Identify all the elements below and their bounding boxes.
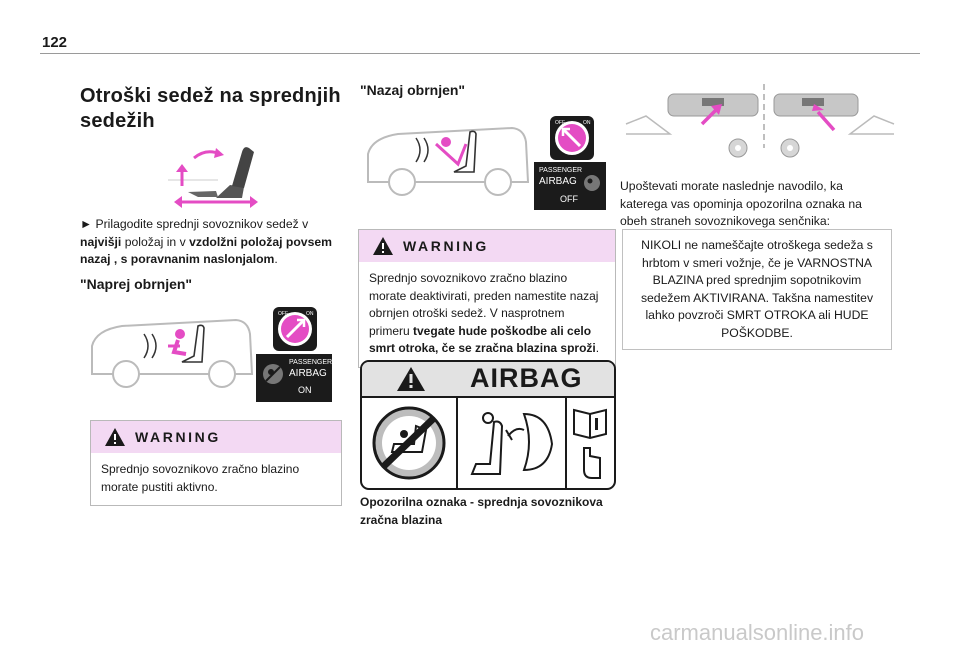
svg-text:ON: ON — [583, 120, 591, 126]
sticker-caption: Opozorilna oznaka - sprednja sovoznikova zračna blazina — [360, 495, 603, 527]
sticker-title: AIRBAG — [470, 363, 583, 393]
svg-text:ON: ON — [306, 311, 314, 317]
airbag-switch-off-icon — [550, 116, 594, 160]
warning-box-rear — [358, 229, 616, 368]
warning-triangle-icon — [104, 427, 126, 447]
sticker-header — [362, 362, 614, 398]
never-rear-facing-notice: NIKOLI ne nameščajte otroškega sedeža s hrbtom v smeri vožnje, če je VARNOSTNA BLAZINA pred sprednjim sopotnikovim sedežem AKTIVIRANA. Takšna namestitev lahko povzroči SMRT OTROKA ali HUDE POŠKODBE. — [622, 229, 892, 350]
svg-text:OFF: OFF — [555, 120, 565, 126]
sun-visor-label-illustration — [626, 76, 894, 168]
warning-triangle-icon — [396, 366, 426, 392]
airbag-indicator-icon — [261, 362, 285, 386]
warning-triangle-icon — [372, 236, 394, 256]
warning-box-forward — [90, 420, 342, 506]
arrow-right-icon: ► — [80, 217, 93, 231]
footer-watermark: carmanualsonline.info — [650, 620, 865, 645]
airbag-switch-on-icon — [273, 307, 317, 351]
car-rear-facing-illustration — [362, 120, 530, 198]
warning-header — [359, 230, 615, 262]
rear-facing-heading: "Nazaj obrnjen" — [360, 82, 466, 98]
warning-header — [91, 421, 341, 453]
passenger-airbag-off-label: PASSENGER AIRBAG OFF — [534, 162, 606, 210]
visor-intro-text: Upoštevati morate naslednje navodilo, ka katerega vas opominja opozorilna oznaka na obeh straneh sovoznikovega senčnika: — [620, 179, 862, 228]
warning-title: WARNING — [135, 429, 221, 445]
car-forward-illustration — [86, 312, 254, 390]
airbag-indicator-icon — [582, 173, 602, 193]
warning-text: Sprednjo sovoznikovo zračno blazino morate deaktivirati, preden namestite nazaj obrnjen otroški sedež. V nasprotnem primeru tvegate hude poškodbe ali celo smrt otroka, če se zračna blazina sproži. — [369, 271, 600, 355]
read-manual-icon — [572, 404, 608, 484]
airbag-warning-sticker — [360, 360, 616, 490]
warning-text: Sprednjo sovoznikovo zračno blazino morate pustiti aktivno. — [101, 462, 300, 494]
svg-text:OFF: OFF — [278, 311, 288, 317]
section-title: Otroški sedež na sprednjih sedežih — [80, 85, 341, 132]
airbag-deploy-icon — [466, 406, 558, 482]
no-rear-facing-seat-icon — [370, 404, 448, 482]
page-number: 122 — [42, 34, 68, 51]
header-rule — [40, 53, 920, 54]
seat-adjust-illustration — [158, 140, 258, 206]
forward-facing-heading: "Naprej obrnjen" — [80, 276, 193, 292]
seat-instruction: ► Prilagodite sprednji sovoznikov sedež v najvišji položaj in v vzdolžni položaj povsem nazaj , s poravnanim naslonjalom. — [80, 217, 332, 266]
passenger-airbag-on-label: PASSENGER AIRBAG ON — [256, 354, 332, 402]
warning-title: WARNING — [403, 238, 489, 254]
